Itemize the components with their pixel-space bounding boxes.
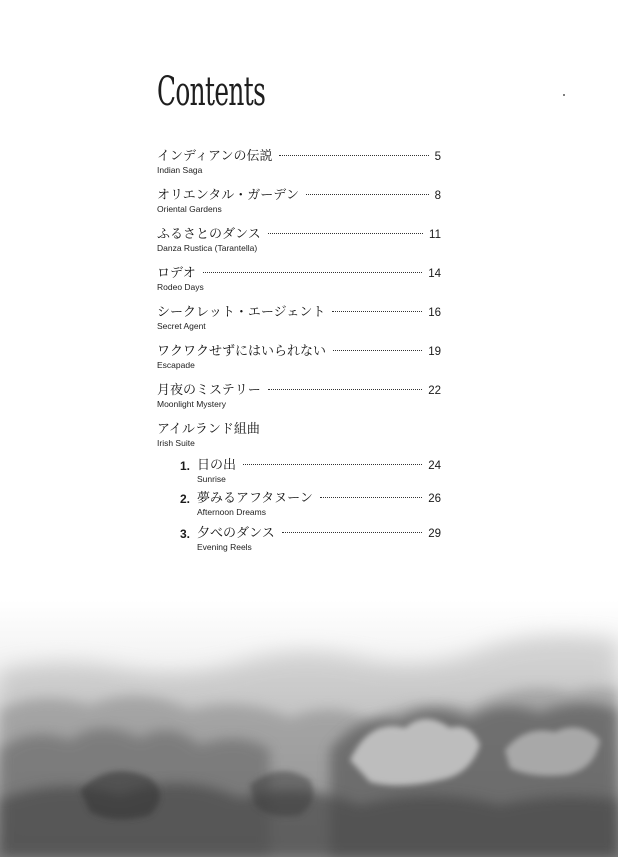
entry-page-number: 16 (428, 307, 441, 319)
movement-number: 1. (180, 459, 191, 473)
entry-en-title: Escapade (157, 360, 195, 370)
movement-jp-title: 日の出 (197, 458, 237, 473)
movement-page-number: 26 (428, 493, 441, 505)
dot-leader (268, 233, 423, 234)
dot-leader (203, 272, 422, 273)
entry-page-number: 5 (434, 151, 441, 163)
watercolor-mist-illustration (0, 600, 618, 857)
movement-page-number: 24 (428, 460, 441, 472)
dot-leader (243, 464, 422, 465)
entry-page-number: 19 (428, 346, 441, 358)
dot-leader (279, 155, 428, 156)
print-speck (563, 94, 565, 96)
entry-en-title: Moonlight Mystery (157, 399, 226, 409)
entry-jp-title: シークレット・エージェント (157, 305, 326, 320)
entry-page-number: 8 (434, 190, 441, 202)
dot-leader (282, 532, 422, 533)
toc-movement-sunrise[interactable] (180, 458, 441, 492)
movement-number: 3. (180, 527, 191, 541)
dot-leader (306, 194, 429, 195)
toc-movement-afternoon-dreams[interactable] (180, 491, 441, 525)
toc-entry-oriental-gardens[interactable] (157, 188, 441, 222)
toc-movement-evening-reels[interactable] (180, 526, 441, 560)
entry-jp-title: ワクワクせずにはいられない (157, 344, 327, 359)
dot-leader (268, 389, 422, 390)
toc-entry-indian-saga[interactable] (157, 149, 441, 183)
suite-jp-title: アイルランド組曲 (157, 422, 260, 437)
dot-leader (332, 311, 422, 312)
movement-page-number: 29 (428, 528, 441, 540)
entry-page-number: 22 (428, 385, 441, 397)
movement-jp-title: 夢みるアフタヌーン (197, 491, 313, 506)
toc-entry-rodeo-days[interactable] (157, 266, 441, 300)
movement-jp-title: 夕べのダンス (197, 526, 275, 541)
toc-entry-danza-rustica[interactable] (157, 227, 441, 261)
entry-jp-title: インディアンの伝説 (157, 149, 273, 164)
toc-entry-secret-agent[interactable] (157, 305, 441, 339)
entry-jp-title: ロデオ (157, 266, 196, 281)
movement-en-title: Evening Reels (197, 542, 252, 552)
suite-en-title: Irish Suite (157, 438, 195, 448)
movement-en-title: Afternoon Dreams (197, 507, 266, 517)
entry-en-title: Indian Saga (157, 165, 203, 175)
entry-page-number: 14 (428, 268, 441, 280)
dot-leader (333, 350, 422, 351)
entry-en-title: Oriental Gardens (157, 204, 222, 214)
page-title: Contents (157, 69, 266, 115)
toc-suite-heading (157, 422, 441, 456)
movement-en-title: Sunrise (197, 474, 226, 484)
entry-jp-title: ふるさとのダンス (157, 227, 261, 242)
entry-page-number: 11 (429, 229, 441, 241)
dot-leader (320, 497, 422, 498)
entry-en-title: Secret Agent (157, 321, 206, 331)
entry-jp-title: 月夜のミステリー (157, 383, 261, 398)
entry-en-title: Danza Rustica (Tarantella) (157, 243, 258, 253)
movement-number: 2. (180, 492, 191, 506)
toc-entry-moonlight-mystery[interactable] (157, 383, 441, 417)
entry-en-title: Rodeo Days (157, 282, 204, 292)
toc-entry-escapade[interactable] (157, 344, 441, 378)
entry-jp-title: オリエンタル・ガーデン (157, 188, 299, 203)
